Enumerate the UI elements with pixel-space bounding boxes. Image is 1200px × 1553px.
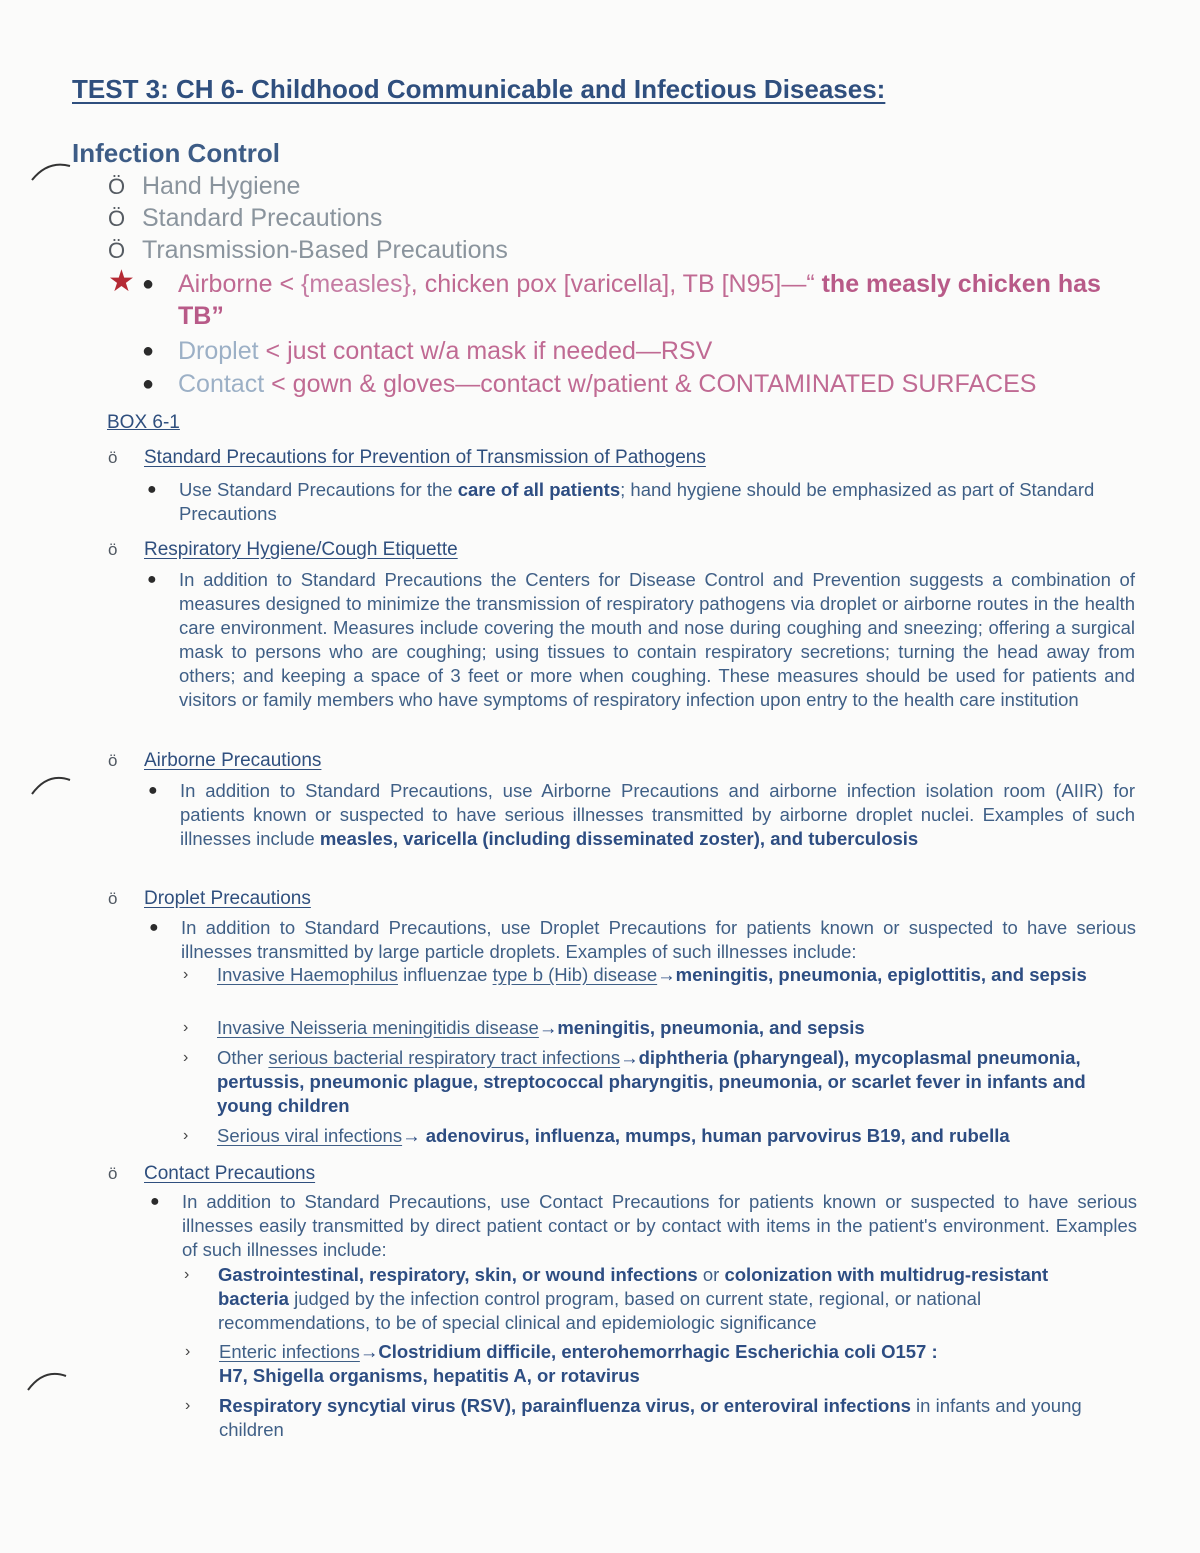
bullet-icon: ● xyxy=(142,340,155,362)
list-mark: Ö xyxy=(108,238,126,263)
droplet-example: › Invasive Neisseria meningitidis disease→meningitis, pneumonia, and sepsis xyxy=(183,1017,865,1038)
droplet-example: › Other serious bacterial respiratory tract infections→diphtheria (pharyngeal), mycoplasmal pneumonia, pertussis, pneumonic plague, streptococcal pharyngitis, pneumonia, or scarlet fever in infants and young children xyxy=(183,1047,1086,1116)
section-respiratory-text: ● In addition to Standard Precautions the Centers for Disease Control and Prevention suggests a combination of measures designed to minimize the transmission of respiratory pathogens via droplet or airborne routes in the health care environment. Measures include covering the mouth and nose during coughing and sneezing; offering a surgical mask to persons who are coughing; using tissues to contain respiratory secretions; turning the head away from others; and keeping a space of 3 feet or more when coughing. These measures should be used for patients and visitors or family members who have symptoms of respiratory infection upon entry to the health care institution xyxy=(147,569,1135,710)
section-droplet-heading: ö Droplet Precautions xyxy=(108,888,311,909)
page-title: TEST 3: CH 6- Childhood Communicable and Infectious Diseases: xyxy=(72,74,886,104)
section-droplet-text: ● In addition to Standard Precautions, use Droplet Precautions for patients known or suspected to have serious illnesses transmitted by large particle droplets. Examples of such illnesses include: xyxy=(149,917,1136,962)
star-icon: ★ xyxy=(108,265,135,298)
contact-note: ● Contact < gown & gloves—contact w/patient & CONTAMINATED SURFACES xyxy=(142,370,1037,398)
binder-hole-arc-1 xyxy=(28,158,74,188)
list-item: Ö Transmission-Based Precautions xyxy=(108,236,508,264)
droplet-example: › Serious viral infections→ adenovirus, influenza, mumps, human parvovirus B19, and rubella xyxy=(183,1125,1010,1146)
section-airborne-heading: ö Airborne Precautions xyxy=(108,750,322,771)
list-item: Ö Standard Precautions xyxy=(108,204,383,232)
section-standard-heading: ö Standard Precautions for Prevention of Transmission of Pathogens xyxy=(108,447,706,468)
bullet-icon: ● xyxy=(142,373,155,395)
section-contact-heading: ö Contact Precautions xyxy=(108,1163,316,1184)
list-mark: Ö xyxy=(108,174,126,199)
contact-example: › Respiratory syncytial virus (RSV), parainfluenza virus, or enteroviral infections in infants and young children xyxy=(185,1395,1082,1440)
list-mark: Ö xyxy=(108,206,126,231)
contact-example: › Gastrointestinal, respiratory, skin, or wound infections or colonization with multidrug-resistant bacteria judged by the infection control program, based on current state, regional, or national recommendations, to be of special clinical and epidemiologic significance xyxy=(184,1264,1049,1333)
binder-hole-arc-3 xyxy=(24,1366,70,1396)
section-standard-text: ● Use Standard Precautions for the care of all patients; hand hygiene should be emphasized as part of Standard Precautions xyxy=(147,479,1095,524)
binder-hole-arc-2 xyxy=(28,770,74,800)
section-respiratory-heading: ö Respiratory Hygiene/Cough Etiquette xyxy=(108,539,458,560)
infection-control-heading: Infection Control xyxy=(72,138,280,168)
box-label: BOX 6-1 xyxy=(107,412,180,433)
section-contact-text: ● In addition to Standard Precautions, use Contact Precautions for patients known or suspected to have serious illnesses easily transmitted by direct patient contact or by contact with items in the patient's environment. Examples of such illnesses include: xyxy=(150,1191,1137,1260)
droplet-note: ● Droplet < just contact w/a mask if needed—RSV xyxy=(142,337,713,365)
section-airborne-text: ● In addition to Standard Precautions, use Airborne Precautions and airborne infection isolation room (AIIR) for patients known or suspected to have serious illnesses transmitted by airborne droplet nuclei. Examples of such illnesses include measles, varicella (including disseminated zoster), and tuberculosis xyxy=(148,780,1135,849)
list-item: Ö Hand Hygiene xyxy=(108,172,301,200)
airborne-note: ★ ● Airborne < {measles}, chicken pox [varicella], TB [N95]—“ the measly chicken has TB” xyxy=(108,265,1101,330)
droplet-example: › Invasive Haemophilus influenzae type b (Hib) disease→meningitis, pneumonia, epiglottitis, and sepsis xyxy=(183,964,1087,985)
contact-example: › Enteric infections→Clostridium difficile, enterohemorrhagic Escherichia coli O157 : H7, Shigella organisms, hepatitis A, or rotavirus xyxy=(185,1341,938,1386)
bullet-icon: ● xyxy=(142,273,155,295)
